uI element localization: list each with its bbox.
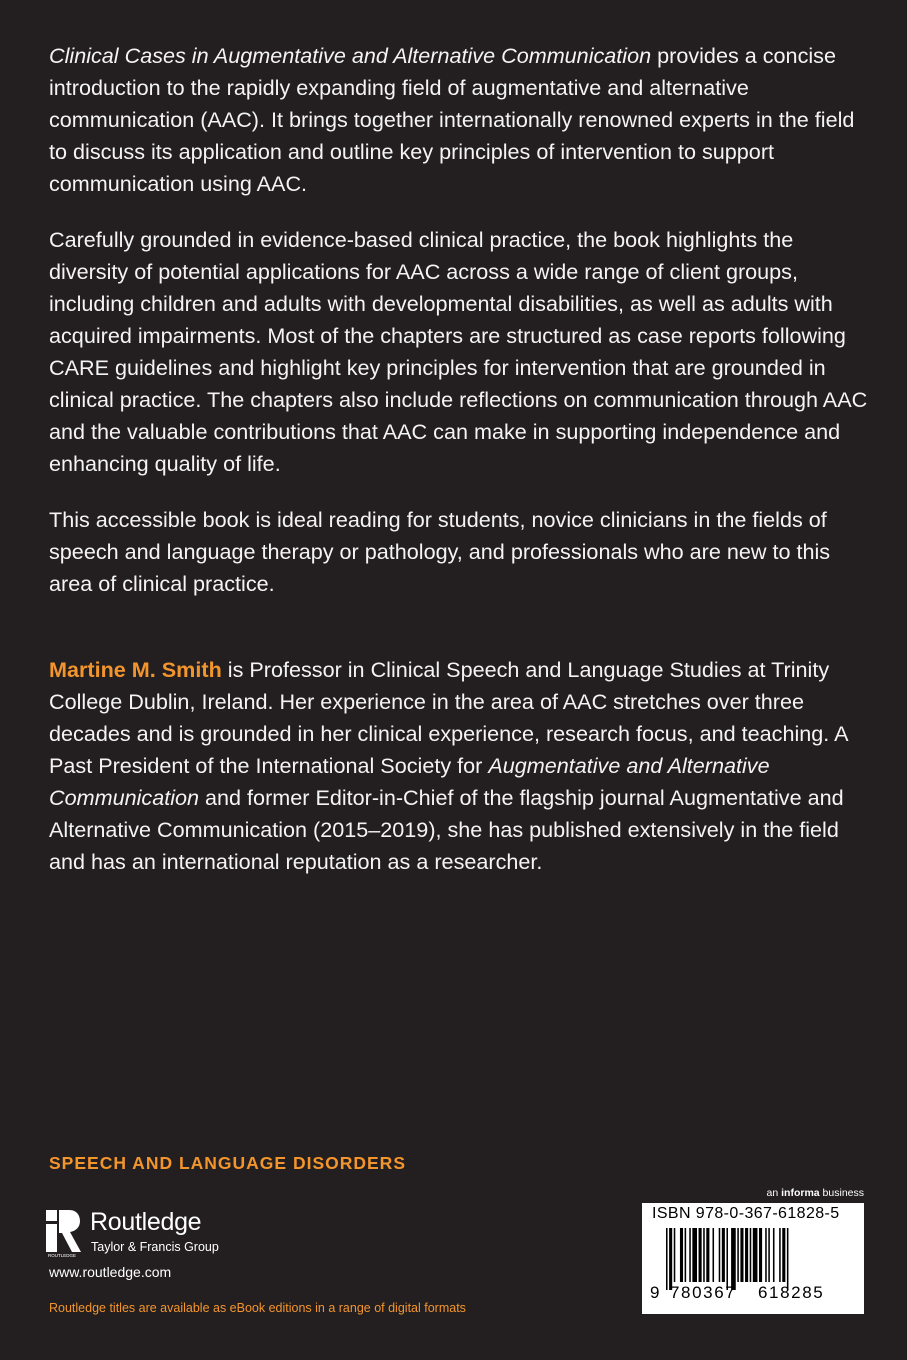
- publisher-website[interactable]: www.routledge.com: [49, 1264, 172, 1280]
- barcode-bar: [740, 1228, 743, 1282]
- barcode-bar: [685, 1228, 687, 1282]
- barcode-bar: [726, 1228, 728, 1290]
- barcode-bar: [745, 1228, 748, 1282]
- barcode-bar: [703, 1228, 705, 1282]
- barcode-bar: [669, 1228, 672, 1290]
- barcode-bar: [737, 1228, 739, 1282]
- barcode-bar: [768, 1228, 770, 1282]
- description-paragraph-3: This accessible book is ideal reading for students, novice clinicians in the fields of speech and language therapy or pathology, and professionals who are new to this area of clinical practice.: [49, 507, 831, 596]
- description-paragraph-1: Clinical Cases in Augmentative and Alternative Communication provides a concise introduction to the rapidly expanding field of augmentative and alternative communication (AAC). It brings together internationally renowned experts in the field to discuss its application and outline key principles of intervention to support communication using AAC.: [49, 43, 855, 196]
- barcode-bar: [731, 1228, 736, 1290]
- barcode-bar: [765, 1228, 767, 1282]
- isbn-label: ISBN 978-0-367-61828-5: [652, 1205, 840, 1222]
- barcode-bar: [692, 1228, 697, 1282]
- ebook-note: Routledge titles are available as eBook editions in a range of digital formats: [49, 1301, 466, 1315]
- barcode-bar: [782, 1228, 785, 1282]
- barcode-bar: [706, 1228, 709, 1282]
- barcode-bar: [666, 1228, 668, 1290]
- barcode-bar: [787, 1228, 789, 1290]
- barcode-bar: [773, 1228, 775, 1282]
- barcode-bar: [750, 1228, 752, 1282]
- barcode-bar: [689, 1228, 691, 1282]
- book-title: Clinical Cases in Augmentative and Alternative Communication: [49, 43, 652, 68]
- barcode-bar: [719, 1228, 721, 1282]
- publisher-name: Routledge: [90, 1208, 202, 1236]
- series-title: SPEECH AND LANGUAGE DISORDERS: [49, 1153, 406, 1173]
- barcode-bar: [753, 1228, 758, 1282]
- author-name: Martine M. Smith: [49, 657, 222, 682]
- isbn-barcode: ISBN 978-0-367-61828-5 9 780367 618285: [642, 1203, 864, 1314]
- barcode-bar: [722, 1228, 725, 1282]
- svg-text:ROUTLEDGE: ROUTLEDGE: [48, 1253, 77, 1258]
- barcode-bar: [699, 1228, 702, 1282]
- publisher-group: Taylor & Francis Group: [91, 1240, 219, 1254]
- barcode-bar: [713, 1228, 715, 1282]
- barcode-bar: [674, 1228, 676, 1282]
- author-bio: Martine M. Smith is Professor in Clinical Speech and Language Studies at Trinity College Dublin, Ireland. Her experience in the area of AAC stretches over three decades and is grounded in her clinical experience, research focus, and teaching. A Past President of the International Society for Augmentative and Alternative Communication and former Editor-in-Chief of the flagship journal Augmentative and Alternative Communication (2015–2019), she has published extensively in the field and has an international reputation as a researcher.: [49, 657, 848, 874]
- informa-business-label: an informa business: [766, 1187, 864, 1199]
- barcode-bar: [759, 1228, 762, 1282]
- routledge-r-icon: [46, 1208, 82, 1258]
- barcode-bar: [680, 1228, 683, 1282]
- barcode-bar: [779, 1228, 781, 1282]
- book-description: [49, 40, 869, 624]
- description-paragraph-2: Carefully grounded in evidence-based clinical practice, the book highlights the diversity of potential applications for AAC across a wide range of client groups, including children and adults with developmental disabilities, as well as adults with acquired impairments. Most of the chapters are structured as case reports following CARE guidelines and highlight key principles for intervention that are grounded in clinical practice. The chapters also include reflections on communication through AAC and the valuable contributions that AAC can make in supporting independence and enhancing quality of life.: [49, 227, 868, 476]
